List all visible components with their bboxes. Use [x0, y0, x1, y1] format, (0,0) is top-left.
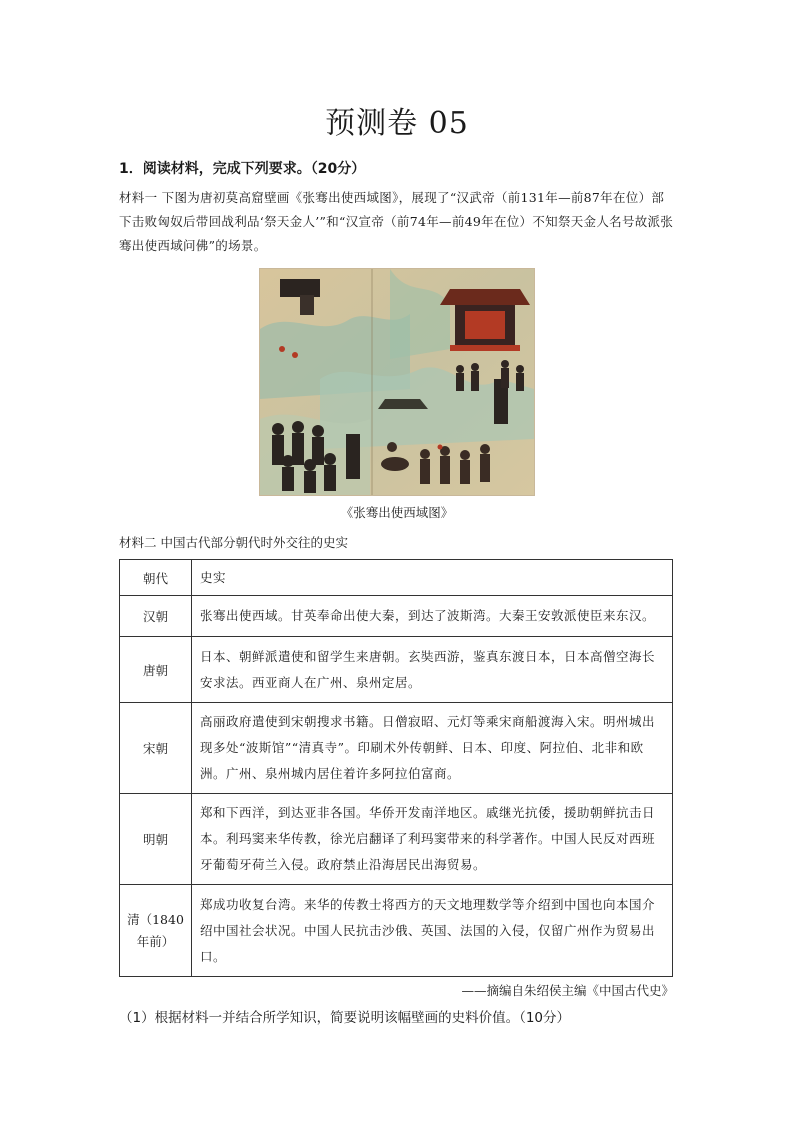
sub-question-1: （1）根据材料一并结合所学知识，简要说明该幅壁画的史料价值。（10分） [119, 1010, 571, 1026]
row-era: 明朝 [120, 794, 192, 885]
table-row [120, 885, 673, 977]
table-row [120, 637, 673, 703]
row-fact: 郑和下西洋，到达亚非各国。华侨开发南洋地区。戚继光抗倭，援助朝鲜抗击日本。利玛窦来华传教，徐光启翻译了利玛窦带来的科学著作。中国人民反对西班牙葡萄牙荷兰入侵。政府禁止沿海居民出海贸易。 [192, 794, 673, 885]
mural-image [259, 268, 535, 496]
history-facts-table [119, 559, 673, 977]
source-citation: ——摘编自朱绍侯主编《中国古代史》 [461, 983, 674, 998]
mural-painting [260, 269, 534, 495]
row-fact: 郑成功收复台湾。来华的传教士将西方的天文地理数学等介绍到中国也向本国介绍中国社会状况。中国人民抗击沙俄、英国、法国的入侵，仅留广州作为贸易出口。 [192, 885, 673, 977]
table-row [120, 703, 673, 794]
row-fact: 高丽政府遣使到宋朝搜求书籍。日僧寂昭、元灯等乘宋商船渡海入宋。明州城出现多处“波斯馆”“清真寺”。印刷术外传朝鲜、日本、印度、阿拉伯、北非和欧洲。广州、泉州城内居住着许多阿拉伯富商。 [192, 703, 673, 794]
material-two-title: 材料二 中国古代部分朝代时外交往的史实 [119, 535, 348, 550]
question-heading: 1．阅读材料，完成下列要求。（20分） [119, 161, 366, 177]
image-caption: 《张骞出使西域图》 [340, 505, 454, 520]
header-fact: 史实 [192, 560, 673, 596]
header-era: 朝代 [120, 560, 192, 596]
table-row [120, 596, 673, 637]
row-era: 清（1840年前） [120, 885, 192, 977]
row-fact: 张骞出使西域。甘英奉命出使大秦，到达了波斯湾。大秦王安敦派使臣来东汉。 [192, 596, 673, 637]
table-row [120, 794, 673, 885]
material-one-text: 材料一 下图为唐初莫高窟壁画《张骞出使西域图》，展现了“汉武帝（前131年—前87年在位）部下击败匈奴后带回战利品‘祭天金人’”和“汉宣帝（前74年—前49年在位）不知祭天金人名号故派张骞出使西域问佛”的场景。 [119, 190, 674, 253]
row-era: 宋朝 [120, 703, 192, 794]
row-era: 唐朝 [120, 637, 192, 703]
row-era: 汉朝 [120, 596, 192, 637]
table-header-row [120, 560, 673, 596]
row-fact: 日本、朝鲜派遣使和留学生来唐朝。玄奘西游，鉴真东渡日本，日本高僧空海长安求法。西亚商人在广州、泉州定居。 [192, 637, 673, 703]
page-title: 预测卷 05 [325, 106, 469, 141]
